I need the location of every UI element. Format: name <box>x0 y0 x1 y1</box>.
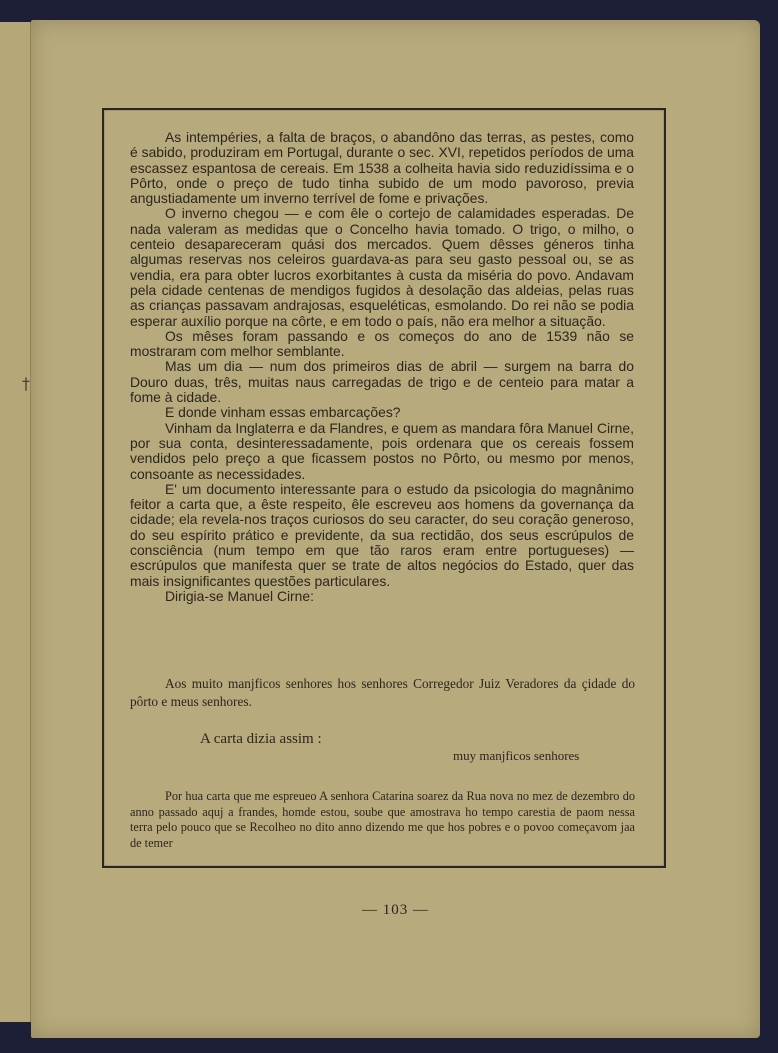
paragraph: O inverno chegou — e com êle o cortejo de calamidades esperadas. De nada valeram as medidas que o Concelho havia tomado. O trigo, o milho, o centeio desapareceram quási dos mercados. Quem dêsses géneros tinha algumas reservas nos celeiros guardava-as para seu gasto pessoal ou, se as vendia, era para obter lucros exorbitantes à custa da miséria do povo. Andavam pela cidade centenas de mendigos fugidos à desolação das aldeias, pelas ruas as crianças passavam andrajosas, esqueléticas, esmolando. Do rei não se podia esperar auxílio porque na côrte, e em todo o país, não era melhor a situação. <box>130 205 634 329</box>
body-text <box>130 130 634 604</box>
paragraph: E' um documento interessante para o estudo da psicologia do magnânimo feitor a carta que, a êste respeito, êle escreveu aos homens da governança da cidade; ela revela-nos traços curiosos do seu caracter, do seu coração generoso, do seu espírito prático e previdente, da sua rectidão, dos seus escrúpulos de consciência (num tempo em que tão raros eram entre portugueses) — escrúpulos que manifesta quer se trate de altos negócios do Estado, quer das mais insignificantes questões particulares. <box>130 480 634 589</box>
book-page <box>31 20 760 1038</box>
letter-address: Aos muito manjficos senhores hos senhores Corregedor Juiz Veradores da çidade do pôrto e meus senhores. <box>130 676 635 709</box>
paragraph: As intempéries, a falta de braços, o abandôno das terras, as pestes, como é sabido, produziram em Portugal, durante o sec. XVI, repetidos períodos de uma escassez espantosa de cereais. Em 1538 a colheita havia sido reduzidíssima e o Pôrto, onde o preço de tudo tinha subido de um modo pavoroso, previa angustiadamente um inverno terrível de fome e privações. <box>130 129 634 207</box>
letter-salutation: muy manjficos senhores <box>453 748 580 763</box>
paragraph: Dirigia-se Manuel Cirne: <box>165 587 314 604</box>
adjacent-page-edge <box>0 22 31 1022</box>
paragraph: Vinham da Inglaterra e da Flandres, e quem as mandara fôra Manuel Cirne, por sua conta, desinteressadamente, pois ordenara que os cereais fossem vendidos pelo preço a que ficassem postos no Pôrto, ou mesmo por menos, consoante as necessidades. <box>130 419 634 482</box>
letter-text: Por hua carta que me espreueo A senhora Catarina soarez da Rua nova no mez de dezembro do anno passado aquj a frandes, homde estou, soube que amostrava ho tempo carestia de paom nessa terra pelo pouco que se Recolheo no dito anno dizendo me que hos pobres e o povoo começavom jaa de temer <box>130 789 635 850</box>
margin-mark: † <box>22 374 30 393</box>
page-number: — 103 — <box>362 902 429 918</box>
paragraph: Os mêses foram passando e os começos do ano de 1539 não se mostraram com melhor semblante. <box>130 327 634 360</box>
paragraph: E donde vinham essas embarcações? <box>165 404 401 421</box>
paragraph: Mas um dia — num dos primeiros dias de abril — surgem na barra do Douro duas, três, muitas naus carregadas de trigo e de centeio para matar a fome à cidade. <box>130 358 634 406</box>
letter-intro: A carta dizia assim : <box>200 731 322 747</box>
